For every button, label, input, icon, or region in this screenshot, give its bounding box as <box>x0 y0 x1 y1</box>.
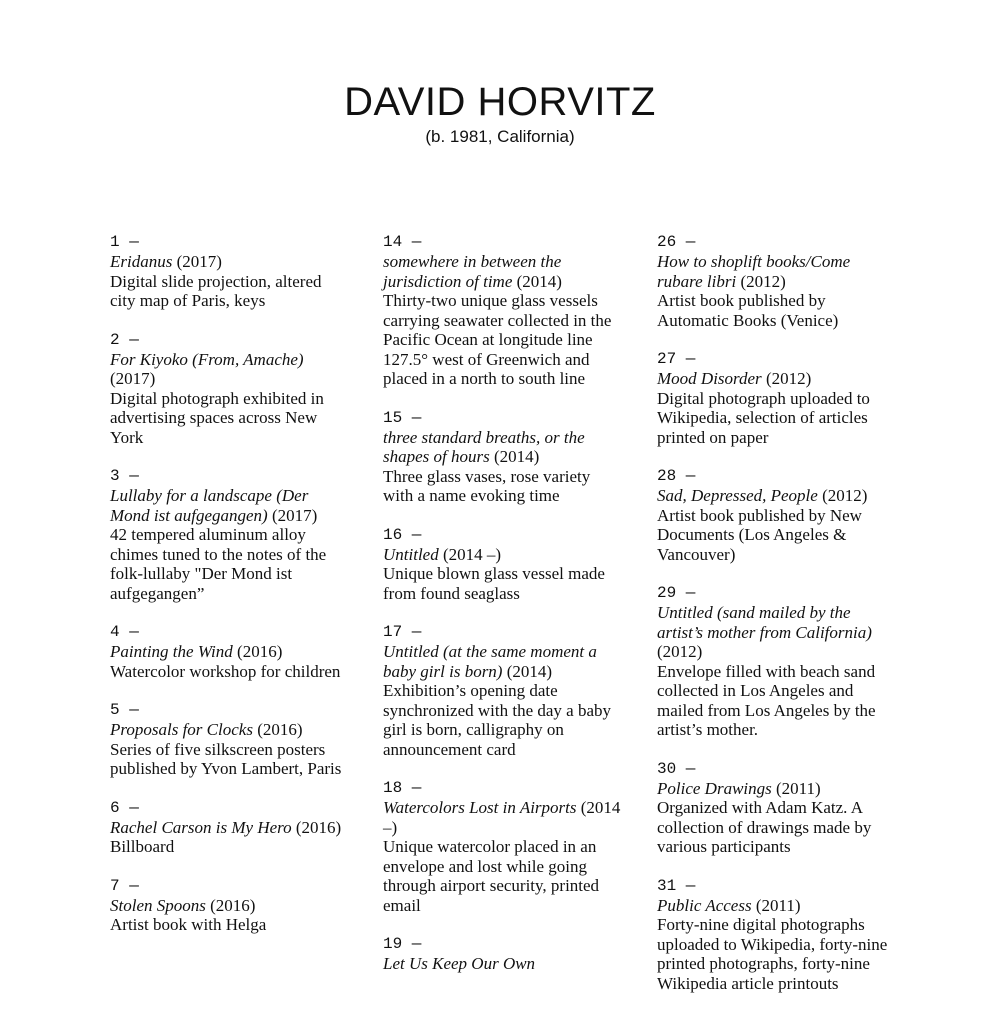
work-year: (2011) <box>776 778 821 798</box>
work-number: 5 — <box>110 701 139 719</box>
work-title: Stolen Spoons <box>110 895 206 915</box>
work-title: Public Access <box>657 895 752 915</box>
work-details <box>383 428 621 506</box>
work-details <box>383 545 621 604</box>
work-details <box>657 369 895 447</box>
work-year: (2012) <box>657 642 703 661</box>
work-number: 14 — <box>383 233 422 251</box>
work-number: 31 — <box>657 876 696 895</box>
work-number: 15 — <box>383 408 422 427</box>
work-details <box>383 798 621 915</box>
work-entry <box>657 349 895 447</box>
work-year: (2011) <box>755 895 801 915</box>
work-year: (2016) <box>210 895 256 915</box>
work-number: 30 — <box>657 759 696 778</box>
work-description: Thirty-two unique glass vessels carrying seawater collected in the Pacific Ocean at longitude line 127.5° west of Greenwich and placed in a north to south line <box>383 291 612 388</box>
work-entry <box>110 876 348 935</box>
work-year: (2017) <box>271 505 318 525</box>
work-description: Three glass vases, rose variety with a name evoking time <box>383 466 591 505</box>
work-year: (2014) <box>493 447 540 466</box>
work-year: (2012) <box>822 486 868 505</box>
work-year: (2014 –) <box>442 544 502 564</box>
work-description: Unique blown glass vessel made from found seaglass <box>383 564 605 603</box>
work-title: Sad, Depressed, People <box>657 486 818 505</box>
works-column-2 <box>383 232 621 993</box>
work-title: For Kiyoko (From, Amache) <box>110 349 304 369</box>
work-description: Billboard <box>110 837 175 856</box>
artist-birth-info: (b. 1981, California) <box>425 127 575 146</box>
work-description: Organized with Adam Katz. A collection of drawings made by various participants <box>657 798 872 856</box>
work-description: Digital slide projection, altered city map of Paris, keys <box>110 271 322 310</box>
work-description: 42 tempered aluminum alloy chimes tuned to the notes of the folk-lullaby "Der Mond ist aufgegangen” <box>110 525 327 603</box>
work-entry <box>383 408 621 506</box>
work-title: How to shoplift books/Come rubare libri <box>657 252 851 291</box>
work-year: (2017) <box>110 369 156 388</box>
work-year: (2016) <box>237 642 283 661</box>
work-details <box>657 779 895 857</box>
work-details <box>657 896 895 994</box>
work-description: Exhibition’s opening date synchronized with the day a baby girl is born, calligraphy on announcement card <box>383 681 612 759</box>
work-title: Painting the Wind <box>110 642 233 661</box>
work-number: 27 — <box>657 350 696 368</box>
work-number: 16 — <box>383 525 422 544</box>
work-details <box>657 252 895 330</box>
work-description: Artist book with Helga <box>110 915 267 934</box>
work-description: Digital photograph exhibited in advertising spaces across New York <box>110 388 324 447</box>
work-entry <box>383 232 621 389</box>
work-number: 17 — <box>383 623 422 641</box>
work-number: 26 — <box>657 233 696 251</box>
page-header <box>0 78 1000 148</box>
artist-name: DAVID HORVITZ <box>344 80 656 124</box>
works-column-3 <box>657 232 895 1012</box>
work-title: Let Us Keep Our Own <box>383 954 536 973</box>
work-year: (2014) <box>506 661 553 681</box>
work-year: (2012) <box>740 271 786 291</box>
work-entry <box>383 622 621 759</box>
work-title: Eridanus <box>110 252 173 271</box>
work-entry <box>383 778 621 915</box>
work-title: Mood Disorder <box>657 369 762 388</box>
work-number: 3 — <box>110 467 139 485</box>
work-description: Unique watercolor placed in an envelope and lost while going through airport security, printed email <box>383 837 600 915</box>
work-details <box>110 818 348 857</box>
work-year: (2016) <box>295 817 342 837</box>
work-entry <box>110 330 348 448</box>
work-details <box>383 954 621 974</box>
work-description: Artist book published by Automatic Books (Venice) <box>657 291 839 330</box>
work-details <box>110 350 348 448</box>
work-title: Watercolors Lost in Airports <box>383 798 577 817</box>
work-entry <box>657 466 895 564</box>
work-entry <box>383 525 621 604</box>
work-description: Envelope filled with beach sand collected in Los Angeles and mailed from Los Angeles by the artist’s mother. <box>657 661 876 739</box>
work-entry <box>110 700 348 779</box>
work-number: 19 — <box>383 935 422 953</box>
work-details <box>110 486 348 603</box>
work-entry <box>657 583 895 740</box>
work-number: 29 — <box>657 584 696 602</box>
works-column-1 <box>110 232 348 954</box>
work-number: 4 — <box>110 623 139 641</box>
work-details <box>110 896 348 935</box>
work-year: (2014) <box>516 271 562 291</box>
work-description: Artist book published by New Documents (Los Angeles & Vancouver) <box>657 505 862 564</box>
work-entry <box>657 232 895 330</box>
work-title: Rachel Carson is My Hero <box>110 817 292 837</box>
work-details <box>110 720 348 779</box>
work-details <box>110 252 348 311</box>
work-details <box>657 486 895 564</box>
work-year: (2016) <box>257 720 303 739</box>
work-entry <box>657 759 895 857</box>
work-title: Proposals for Clocks <box>110 720 253 739</box>
work-year: (2014 –) <box>383 798 621 837</box>
work-details <box>383 642 621 759</box>
work-description: Watercolor workshop for children <box>110 661 341 681</box>
work-description: Series of five silkscreen posters published by Yvon Lambert, Paris <box>110 739 342 778</box>
work-details <box>110 642 348 681</box>
work-title: Police Drawings <box>657 778 772 798</box>
work-details <box>657 603 895 740</box>
work-number: 7 — <box>110 876 139 895</box>
work-entry <box>110 798 348 857</box>
work-number: 18 — <box>383 779 422 797</box>
work-year: (2017) <box>176 252 222 271</box>
work-entry <box>110 466 348 603</box>
work-details <box>383 252 621 389</box>
work-description: Digital photograph uploaded to Wikipedia, selection of articles printed on paper <box>657 388 870 447</box>
work-entry <box>657 876 895 994</box>
work-year: (2012) <box>765 369 812 388</box>
work-title: Untitled (at the same moment a baby girl is born) <box>383 642 597 681</box>
work-entry <box>110 622 348 681</box>
work-title: three standard breaths, or the shapes of hours <box>383 427 585 466</box>
work-title: Lullaby for a landscape (Der Mond ist aufgegangen) <box>110 486 309 525</box>
work-title: somewhere in between the jurisdiction of time <box>383 252 562 291</box>
work-number: 6 — <box>110 798 139 817</box>
work-number: 28 — <box>657 467 696 485</box>
work-entry <box>110 232 348 311</box>
work-number: 1 — <box>110 233 139 251</box>
work-title: Untitled (sand mailed by the artist’s mother from California) <box>657 603 872 642</box>
work-title: Untitled <box>383 544 439 564</box>
work-number: 2 — <box>110 330 139 349</box>
work-entry <box>383 934 621 974</box>
work-description: Forty-nine digital photographs uploaded to Wikipedia, forty-nine printed photographs, forty-nine Wikipedia article printouts <box>657 915 888 993</box>
